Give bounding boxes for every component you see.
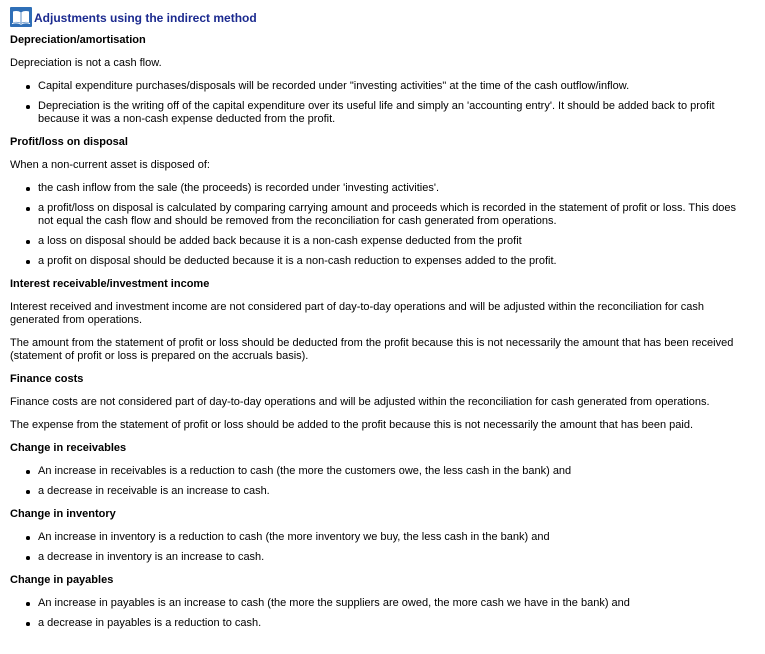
heading-receivables: Change in receivables	[10, 442, 127, 454]
list-item: Depreciation is the writing off of the capital expenditure over its useful life and simply an 'accounting entry'. It should be added back to profit because it was a non-cash expense deducted from the profit.	[38, 100, 753, 126]
finance-paragraph: Finance costs are not considered part of day-to-day operations and will be adjusted within the reconciliation for cash generated from operations.	[10, 396, 710, 408]
list-item: An increase in receivables is a reduction to cash (the more the customers owe, the less cash in the bank) and	[38, 465, 753, 478]
list-item: a decrease in inventory is an increase to cash.	[38, 551, 753, 564]
depreciation-intro: Depreciation is not a cash flow.	[10, 57, 162, 69]
receivables-list	[10, 465, 753, 498]
finance-paragraph: The expense from the statement of profit or loss should be added to the profit because this is not necessarily the amount that has been paid.	[10, 419, 694, 431]
title-row	[10, 6, 753, 28]
list-item: Capital expenditure purchases/disposals will be recorded under "investing activities" at the time of the cash outflow/inflow.	[38, 80, 753, 93]
heading-inventory: Change in inventory	[10, 508, 116, 520]
disposal-list	[10, 182, 753, 268]
list-item: An increase in payables is an increase to cash (the more the suppliers are owed, the more cash we have in the bank) and	[38, 597, 753, 610]
inventory-list	[10, 531, 753, 564]
list-item: the cash inflow from the sale (the proceeds) is recorded under 'investing activities'.	[38, 182, 753, 195]
list-item: An increase in inventory is a reduction to cash (the more inventory we buy, the less cash in the bank) and	[38, 531, 753, 544]
heading-disposal: Profit/loss on disposal	[10, 136, 128, 148]
list-item: a profit/loss on disposal is calculated by comparing carrying amount and proceeds which is recorded in the statement of profit or loss. This does not equal the cash flow and should be removed from the reconciliation for cash generated from operations.	[38, 202, 753, 228]
heading-finance: Finance costs	[10, 373, 84, 385]
list-item: a profit on disposal should be deducted because it is a non-cash reduction to expenses added to the profit.	[38, 255, 753, 268]
payables-list	[10, 597, 753, 630]
open-book-icon	[10, 7, 32, 27]
list-item: a loss on disposal should be added back because it is a non-cash expense deducted from the profit	[38, 235, 753, 248]
disposal-intro: When a non-current asset is disposed of:	[10, 159, 210, 171]
depreciation-list	[10, 80, 753, 126]
list-item: a decrease in receivable is an increase to cash.	[38, 485, 753, 498]
list-item: a decrease in payables is a reduction to cash.	[38, 617, 753, 630]
heading-payables: Change in payables	[10, 574, 114, 586]
interest-paragraph: Interest received and investment income are not considered part of day-to-day operations and will be adjusted within the reconciliation for cash generated from operations.	[10, 301, 704, 326]
heading-depreciation: Depreciation/amortisation	[10, 34, 146, 46]
heading-interest: Interest receivable/investment income	[10, 278, 210, 290]
interest-paragraph: The amount from the statement of profit or loss should be deducted from the profit because this is not necessarily the amount that has been received (statement of profit or loss is prepared on the accruals basis).	[10, 337, 734, 362]
page-title: Adjustments using the indirect method	[34, 10, 257, 25]
